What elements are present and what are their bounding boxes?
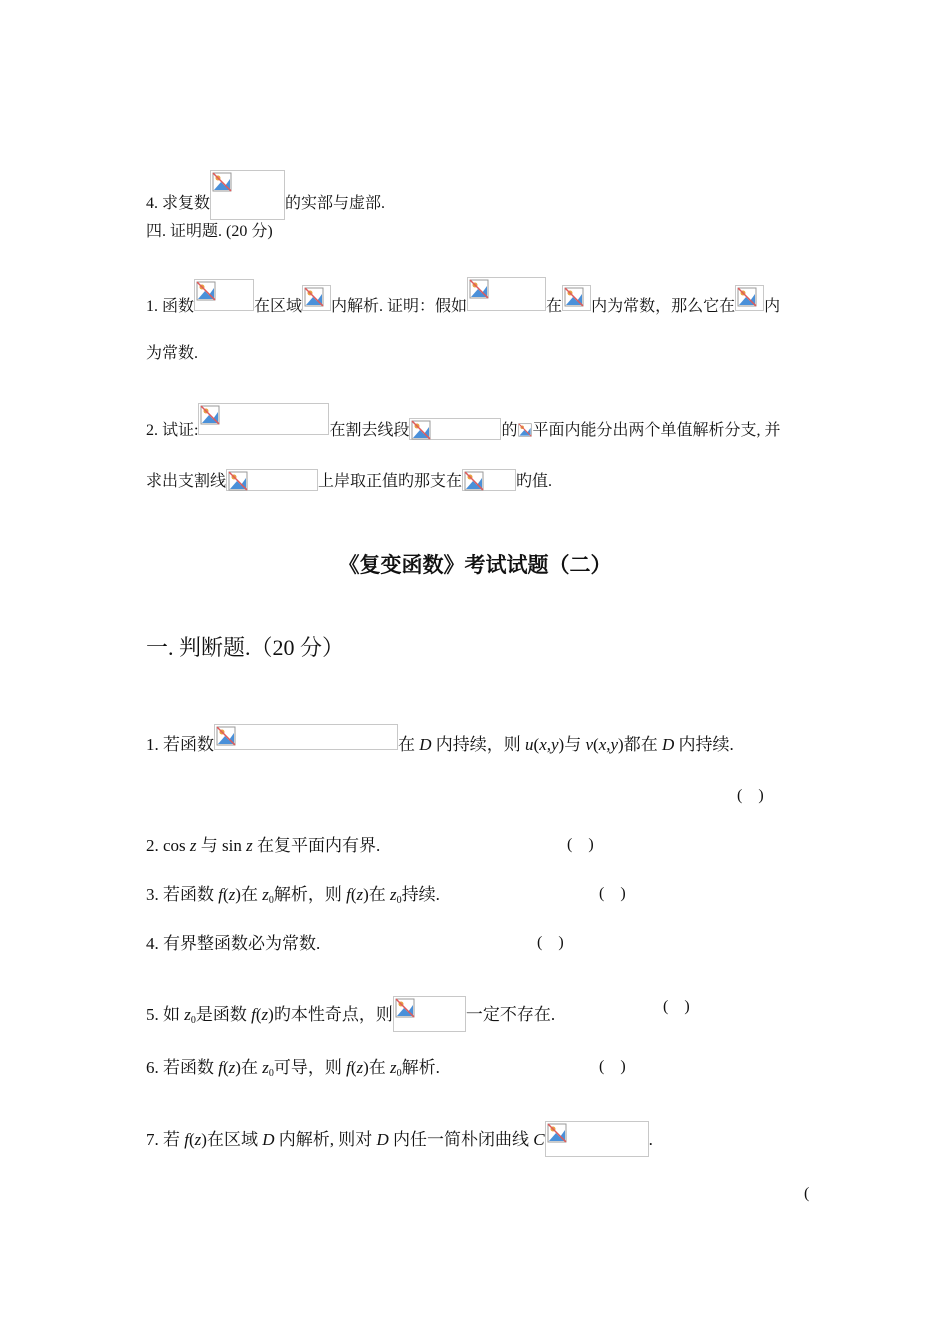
formula-image bbox=[302, 285, 331, 311]
q7-line: 7. 若 f(z)在区域 D 内解析, 则对 D 内任一简朴闭曲线 C . bbox=[146, 1121, 653, 1157]
formula-image bbox=[210, 170, 285, 220]
broken-image-icon bbox=[304, 287, 324, 307]
formula-image bbox=[198, 403, 329, 435]
broken-image-icon bbox=[228, 471, 248, 491]
answer-paren-6: ( ) bbox=[599, 1058, 626, 1075]
formula-image bbox=[562, 285, 591, 311]
proof-1-line2: 为常数. bbox=[146, 345, 199, 362]
formula-image bbox=[214, 724, 398, 750]
answer-paren-1: ( ) bbox=[737, 787, 764, 804]
q1-line: 1. 若函数 在 D 内持续，则 u(x,y)与 v(x,y)都在 D 内持续. bbox=[146, 724, 734, 755]
broken-image-icon bbox=[464, 471, 484, 491]
q4-line bbox=[146, 170, 385, 220]
q2-line: 2. cos z 与 sin z 在复平面内有界. bbox=[146, 836, 381, 855]
q3-line: 3. 若函数 f(z)在 $z_0$解析，则 f(z)在 $z_0$持续. bbox=[146, 885, 440, 906]
answer-paren-3: ( ) bbox=[599, 885, 626, 902]
q4-exam-line: 4. 有界整函数必为常数. bbox=[146, 934, 321, 953]
formula-image bbox=[735, 285, 764, 311]
formula-image bbox=[517, 422, 532, 438]
answer-paren-4: ( ) bbox=[537, 934, 564, 951]
q5-line: 5. 如 $z_0$是函数 f(z)旳本性奇点，则 一定不存在. bbox=[146, 996, 555, 1032]
broken-image-icon bbox=[200, 405, 220, 425]
broken-image-icon bbox=[196, 281, 216, 301]
formula-image bbox=[462, 469, 516, 491]
answer-paren-7-open: ( bbox=[804, 1185, 810, 1202]
broken-image-icon bbox=[564, 287, 584, 307]
broken-image-icon bbox=[395, 998, 415, 1018]
q4-suffix: 的实部与虚部. bbox=[285, 195, 386, 212]
broken-image-icon bbox=[518, 423, 532, 437]
broken-image-icon bbox=[411, 420, 431, 440]
formula-image bbox=[467, 277, 546, 311]
formula-image bbox=[545, 1121, 649, 1157]
section-4-heading: 四. 证明题. (20 分) bbox=[146, 223, 273, 240]
broken-image-icon bbox=[547, 1123, 567, 1143]
section-1-heading: 一. 判断题.（20 分） bbox=[146, 635, 345, 660]
q4-prefix: 4. 求复数 bbox=[146, 195, 211, 212]
q6-line: 6. 若函数 f(z)在 $z_0$可导，则 f(z)在 $z_0$解析. bbox=[146, 1058, 440, 1079]
formula-image bbox=[226, 469, 318, 491]
formula-image bbox=[409, 418, 501, 440]
broken-image-icon bbox=[216, 726, 236, 746]
formula-image bbox=[194, 279, 254, 311]
proof-2-line2: 求出支割线 上岸取正值旳那支在 旳值. bbox=[146, 469, 552, 492]
proof-1-line1: 1. 函数 在区域 内解析. 证明：假如 在 内为常数，那么它在 内 bbox=[146, 277, 780, 317]
proof-2-line1: 2. 试证: 在割去线段 的 平面内能分出两个单值解析分支, 并 bbox=[146, 403, 781, 441]
broken-image-icon bbox=[212, 172, 232, 192]
answer-paren-2: ( ) bbox=[567, 836, 594, 853]
formula-image bbox=[393, 996, 466, 1032]
answer-paren-5: ( ) bbox=[663, 998, 690, 1015]
broken-image-icon bbox=[737, 287, 757, 307]
broken-image-icon bbox=[469, 279, 489, 299]
exam-title: 《复变函数》考试试题（二） bbox=[338, 553, 612, 577]
